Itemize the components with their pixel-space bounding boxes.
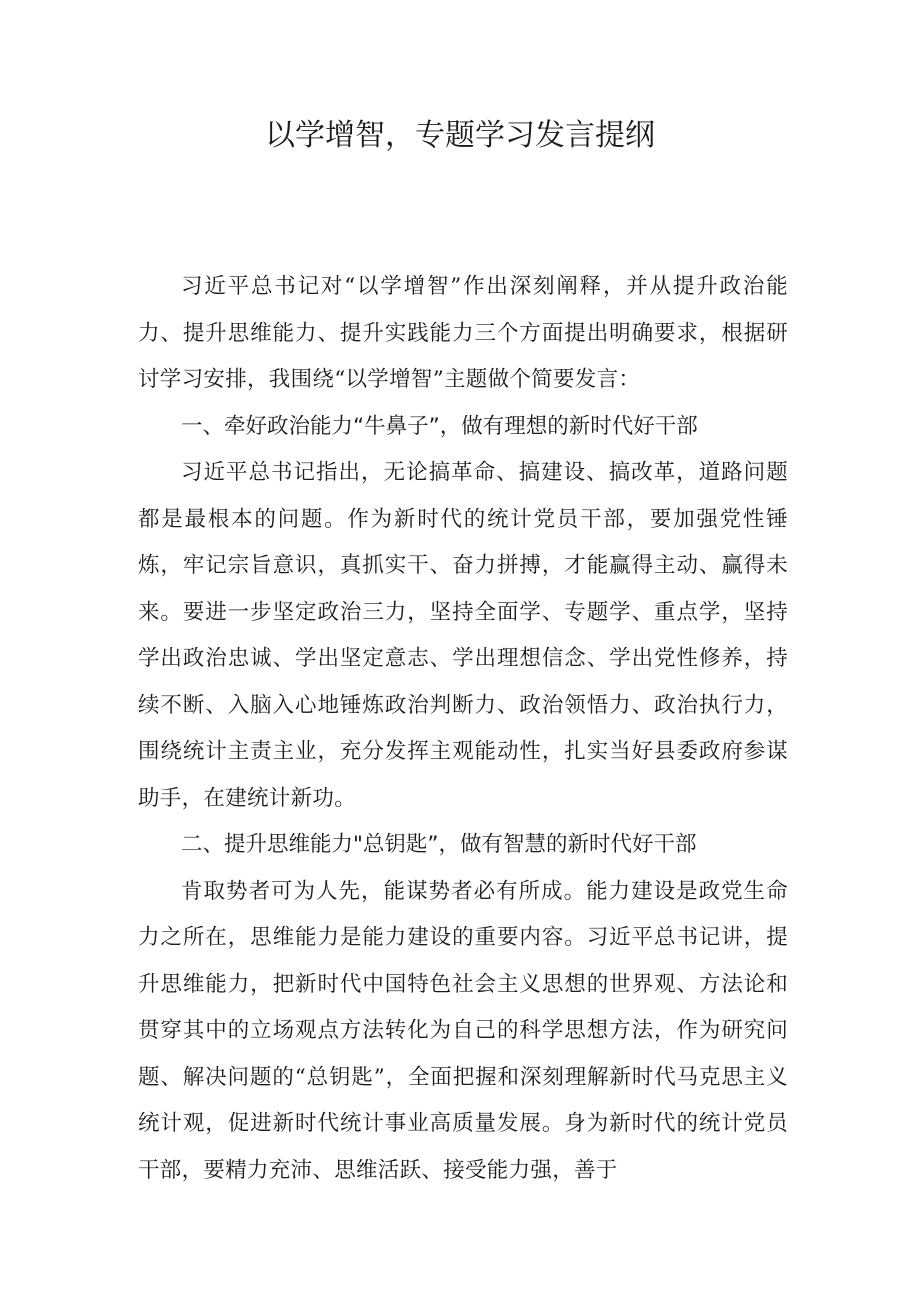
intro-paragraph: 习近平总书记对“以学增智”作出深刻阐释，并从提升政治能力、提升思维能力、提升实践能力三个方面提出明确要求，根据研讨学习安排，我围绕“以学增智”主题做个简要发言： <box>138 274 788 392</box>
section-body-2: 肯取势者可为人先，能谋势者必有所成。能力建设是政党生命力之所在，思维能力是能力建设的重要内容。习近平总书记讲，提升思维能力，把新时代中国特色社会主义思想的世界观、方法论和贯穿其中的立场观点方法转化为自己的科学思想方法，作为研究问题、解决问题的“总钥匙”，全面把握和深刻理解新时代马克思主义统计观，促进新时代统计事业高质量发展。身为新时代的统计党员干部，要精力充沛、思维活跃、接受能力强，善于 <box>138 878 788 1183</box>
section-body-1: 习近平总书记指出，无论搞革命、搞建设、搞改革，道路问题都是最根本的问题。作为新时代的统计党员干部，要加强党性锤炼，牢记宗旨意识，真抓实干、奋力拼搏，才能赢得主动、赢得未来。要进一步坚定政治三力，坚持全面学、专题学、重点学，坚持学出政治忠诚、学出坚定意志、学出理想信念、学出党性修养，持续不断、入脑入心地锤炼政治判断力、政治领悟力、政治执行力，围绕统计主责主业，充分发挥主观能动性，扎实当好县委政府参谋助手，在建统计新功。 <box>138 460 788 811</box>
section-heading-2: 二、提升思维能力"总钥匙”，做有智慧的新时代好干部 <box>181 832 697 857</box>
document-title: 以学增智，专题学习发言提纲 <box>265 118 655 153</box>
section-heading-1: 一、牵好政治能力“牛鼻子”，做有理想的新时代好干部 <box>181 413 698 439</box>
document-body <box>138 264 788 1194</box>
